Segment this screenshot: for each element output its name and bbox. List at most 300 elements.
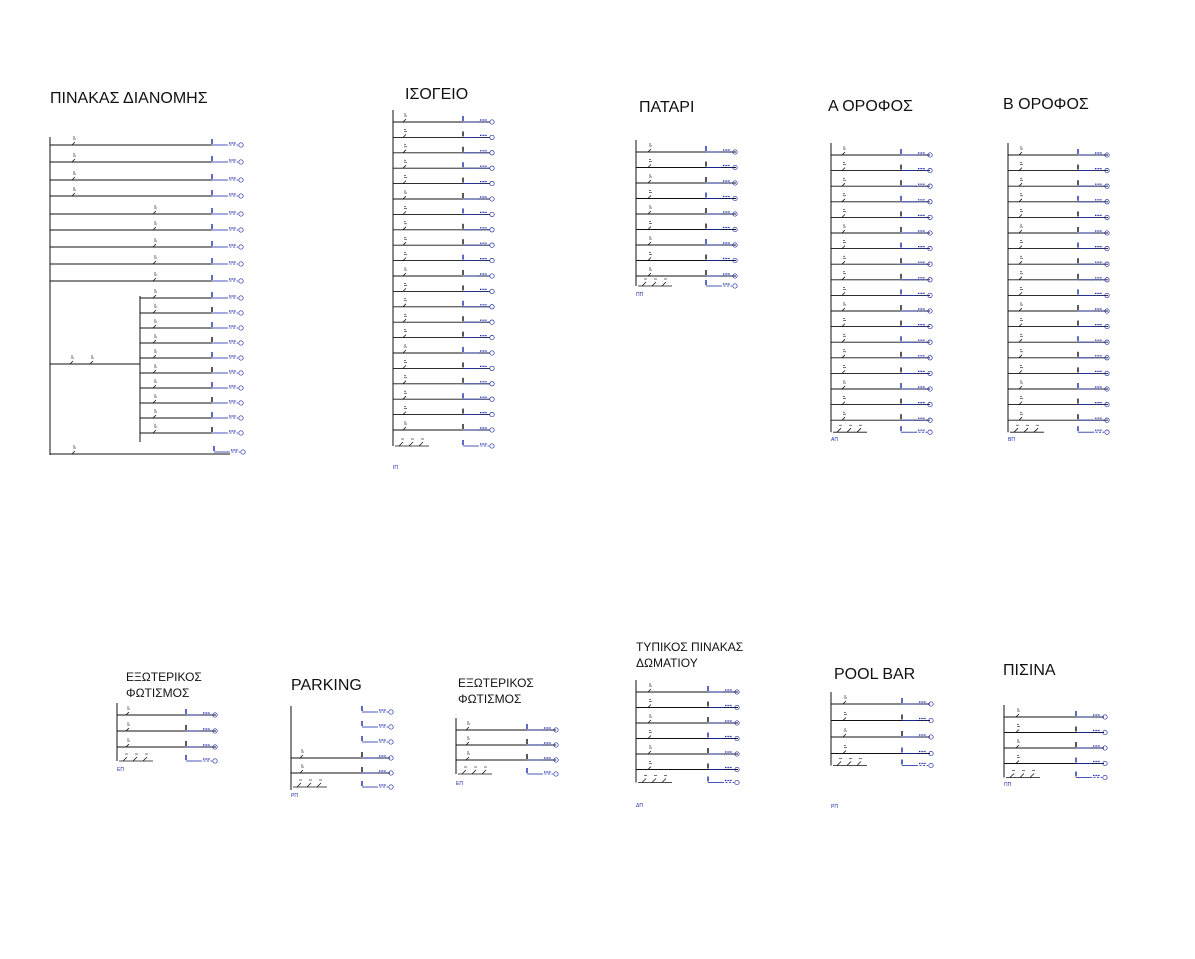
breaker-symbol — [648, 684, 652, 692]
load-terminal — [706, 208, 737, 216]
breaker-symbol — [70, 356, 74, 364]
main-switch-blade — [857, 428, 861, 432]
feeder-row — [50, 172, 243, 182]
load-circle — [239, 296, 243, 300]
circuit-row — [1004, 756, 1107, 766]
load-circle — [239, 371, 243, 375]
main-switch-blade — [1024, 428, 1028, 432]
load-terminal — [463, 424, 494, 432]
breaker-symbol — [126, 739, 130, 747]
breaker-symbol — [648, 700, 652, 708]
load-circle — [239, 356, 243, 360]
breaker-symbol — [842, 163, 846, 171]
main-switch-blade — [462, 770, 466, 774]
circuit-row — [831, 287, 932, 297]
circuit-row — [831, 696, 933, 706]
load-terminal — [527, 739, 558, 747]
main-switch-blade — [642, 282, 646, 286]
load-terminal — [901, 352, 932, 360]
ref-tag-parking: ΡΠ — [291, 793, 298, 799]
load-terminal — [708, 764, 739, 772]
load-terminal — [901, 196, 932, 204]
breaker-symbol — [648, 268, 652, 276]
load-terminal — [901, 414, 932, 422]
breaker-symbol — [648, 144, 652, 152]
sub-feeder-row — [140, 350, 243, 360]
load-terminal — [901, 211, 932, 219]
load-terminal — [527, 754, 558, 762]
load-terminal — [901, 367, 932, 375]
title-line-2: ΦΩΤΙΣΜΟΣ — [126, 685, 190, 700]
breaker-symbol — [72, 188, 76, 196]
circuit-row — [1008, 412, 1109, 422]
load-terminal — [186, 709, 217, 717]
sub-feeder-row — [140, 425, 243, 435]
load-circle — [490, 274, 494, 278]
circuit-row — [393, 314, 494, 324]
load-terminal — [1078, 196, 1109, 204]
feeder-row — [50, 206, 243, 216]
breaker-symbol — [300, 765, 304, 773]
load-terminal — [214, 446, 245, 454]
circuit-row — [636, 268, 737, 278]
circuit-row — [831, 272, 932, 282]
load-terminal — [212, 337, 243, 345]
title-line-2: ΦΩΤΙΣΜΟΣ — [458, 691, 522, 706]
load-terminal — [901, 180, 932, 188]
breaker-symbol — [403, 376, 407, 384]
breaker-symbol — [153, 222, 157, 230]
load-terminal — [901, 149, 932, 157]
breaker-symbol — [843, 746, 847, 754]
sub-feeder-row — [140, 305, 243, 315]
title-mezzanine: ΠΑΤΑΡΙ — [639, 99, 695, 116]
load-terminal — [362, 706, 393, 714]
circuit-row — [831, 713, 933, 723]
load-terminal — [463, 440, 494, 448]
title-line-1: ΤΥΠΙΚΟΣ ΠΙΝΑΚΑΣ — [636, 640, 744, 654]
circuit-row — [1008, 209, 1109, 219]
circuit-row — [831, 746, 933, 756]
breaker-symbol — [126, 707, 130, 715]
load-circle — [239, 160, 243, 164]
load-terminal — [902, 760, 933, 768]
breaker-symbol — [403, 345, 407, 353]
breaker-symbol — [842, 303, 846, 311]
load-terminal — [1078, 211, 1109, 219]
load-terminal — [706, 224, 737, 232]
load-circle — [1105, 430, 1109, 434]
sub-feeder-row — [140, 380, 243, 390]
load-circle — [490, 212, 494, 216]
breaker-symbol — [153, 335, 157, 343]
load-terminal — [706, 146, 737, 154]
breaker-symbol — [842, 209, 846, 217]
main-switch-blade — [1030, 774, 1034, 778]
feeder-row — [50, 239, 243, 249]
circuit-row — [117, 739, 217, 749]
circuit-row — [1008, 381, 1109, 391]
load-circle — [239, 386, 243, 390]
load-terminal — [212, 275, 243, 283]
main-switch-symbols — [833, 425, 867, 432]
circuit-row — [636, 222, 737, 232]
main-switch-symbols — [119, 754, 153, 761]
circuit-row — [393, 253, 494, 263]
circuit-row — [456, 752, 558, 762]
circuit-row — [1004, 740, 1107, 750]
load-circle — [490, 151, 494, 155]
load-terminal — [901, 258, 932, 266]
breaker-symbol — [842, 225, 846, 233]
breaker-symbol — [648, 222, 652, 230]
breaker-symbol — [1016, 756, 1020, 764]
typical-room-diagram — [636, 680, 739, 785]
load-terminal — [708, 717, 739, 725]
circuit-row — [1008, 397, 1109, 407]
breaker-symbol — [842, 381, 846, 389]
sub-feeder-row — [140, 410, 243, 420]
load-circle — [1103, 775, 1107, 779]
breaker-symbol — [153, 239, 157, 247]
load-circle — [239, 228, 243, 232]
feeder-row — [50, 137, 243, 147]
circuit-row — [393, 191, 494, 201]
load-terminal — [1078, 227, 1109, 235]
breaker-symbol — [1019, 303, 1023, 311]
load-circle — [239, 212, 243, 216]
circuit-row — [393, 206, 494, 216]
load-terminal — [901, 165, 932, 173]
load-terminal — [1078, 426, 1109, 434]
circuit-row — [636, 206, 737, 216]
load-terminal — [706, 239, 737, 247]
load-terminal — [362, 736, 393, 744]
ref-tag-exterior-1: ΕΠ — [117, 767, 124, 773]
main-switch-symbols — [833, 759, 867, 766]
breaker-symbol — [1019, 272, 1023, 280]
breaker-symbol — [403, 222, 407, 230]
breaker-symbol — [1019, 194, 1023, 202]
circuit-row — [1008, 225, 1109, 235]
load-circle — [490, 228, 494, 232]
circuit-row — [1008, 287, 1109, 297]
circuit-row — [636, 746, 739, 756]
load-terminal — [708, 748, 739, 756]
breaker-symbol — [648, 731, 652, 739]
mezzanine-diagram — [636, 140, 737, 288]
breaker-symbol — [648, 762, 652, 770]
breaker-symbol — [403, 191, 407, 199]
load-terminal — [186, 741, 217, 749]
load-circle — [490, 166, 494, 170]
breaker-symbol — [842, 194, 846, 202]
breaker-symbol — [403, 176, 407, 184]
main-switch-blade — [642, 779, 646, 783]
circuit-row — [831, 178, 932, 188]
main-switch-symbols — [638, 279, 672, 286]
load-circle — [490, 135, 494, 139]
circuit-row — [117, 707, 217, 717]
circuit-row — [831, 334, 932, 344]
breaker-symbol — [648, 191, 652, 199]
title-pool: ΠΙΣΙΝΑ — [1003, 662, 1056, 679]
breaker-symbol — [1019, 256, 1023, 264]
load-terminal — [463, 270, 494, 278]
circuit-row — [393, 422, 494, 432]
breaker-symbol — [842, 350, 846, 358]
breaker-symbol — [403, 129, 407, 137]
load-circle — [239, 326, 243, 330]
load-terminal — [706, 193, 737, 201]
circuit-row — [831, 194, 932, 204]
title-ground-floor: ΙΣΟΓΕΙΟ — [405, 86, 469, 103]
breaker-symbol — [1019, 225, 1023, 233]
main-switch-blade — [297, 783, 301, 787]
load-terminal — [706, 280, 737, 288]
breaker-symbol — [403, 330, 407, 338]
load-terminal — [463, 362, 494, 370]
breaker-symbol — [648, 253, 652, 261]
load-circle — [239, 194, 243, 198]
title-floor-b: Β ΟΡΟΦΟΣ — [1003, 96, 1089, 113]
circuit-row — [393, 391, 494, 401]
load-terminal — [362, 752, 393, 760]
breaker-symbol — [1019, 147, 1023, 155]
load-circle — [490, 305, 494, 309]
load-terminal — [1076, 758, 1107, 766]
main-switch-blade — [317, 783, 321, 787]
circuit-row — [831, 241, 932, 251]
load-terminal — [708, 777, 739, 785]
breaker-symbol — [403, 283, 407, 291]
breaker-symbol — [126, 723, 130, 731]
load-terminal — [463, 409, 494, 417]
breaker-symbol — [72, 154, 76, 162]
load-circle — [213, 759, 217, 763]
circuit-row — [636, 700, 739, 710]
load-circle — [490, 243, 494, 247]
title-parking: PARKING — [291, 677, 362, 694]
load-terminal — [212, 258, 243, 266]
load-circle — [929, 763, 933, 767]
sub-feeder-row — [140, 320, 243, 330]
load-terminal — [212, 307, 243, 315]
circuit-row — [1008, 334, 1109, 344]
breaker-symbol — [72, 446, 76, 454]
breaker-symbol — [648, 175, 652, 183]
load-terminal — [212, 352, 243, 360]
breaker-symbol — [842, 147, 846, 155]
feeder-row — [50, 154, 243, 164]
load-terminal — [463, 178, 494, 186]
breaker-symbol — [153, 350, 157, 358]
main-switch-symbols — [1010, 425, 1044, 432]
breaker-symbol — [1019, 319, 1023, 327]
load-terminal — [212, 412, 243, 420]
sub-feeder-row — [140, 365, 243, 375]
ref-tag-exterior-2: ΕΠ — [456, 781, 463, 787]
load-terminal — [1078, 414, 1109, 422]
load-terminal — [362, 767, 393, 775]
breaker-symbol — [842, 334, 846, 342]
main-switch-blade — [652, 282, 656, 286]
breaker-symbol — [153, 273, 157, 281]
main-switch-blade — [409, 442, 413, 446]
load-terminal — [901, 383, 932, 391]
load-circle — [490, 382, 494, 386]
distribution-panel-diagram — [50, 137, 245, 455]
circuit-row — [636, 253, 737, 263]
main-switch-blade — [837, 428, 841, 432]
circuit-row — [393, 176, 494, 186]
load-terminal — [1076, 772, 1107, 780]
breaker-symbol — [403, 237, 407, 245]
breaker-symbol — [1019, 287, 1023, 295]
title-floor-a: Α ΟΡΟΦΟΣ — [828, 98, 913, 115]
load-terminal — [1078, 165, 1109, 173]
main-switch-blade — [123, 757, 127, 761]
breaker-symbol — [1019, 334, 1023, 342]
circuit-row — [831, 303, 932, 313]
circuit-row — [636, 762, 739, 772]
circuit-row — [831, 729, 933, 739]
circuit-row — [636, 237, 737, 247]
load-terminal — [901, 336, 932, 344]
main-switch-blade — [847, 428, 851, 432]
load-terminal — [902, 731, 933, 739]
load-terminal — [463, 347, 494, 355]
sub-feeder-row — [140, 395, 243, 405]
main-switch-blade — [662, 282, 666, 286]
breaker-symbol — [842, 256, 846, 264]
breaker-symbol — [403, 407, 407, 415]
load-terminal — [212, 241, 243, 249]
load-circle — [239, 431, 243, 435]
circuit-row — [393, 360, 494, 370]
ground-floor-diagram — [393, 110, 494, 448]
circuit-row — [1004, 709, 1107, 719]
load-circle — [490, 335, 494, 339]
load-circle — [490, 366, 494, 370]
circuit-row — [393, 299, 494, 309]
load-circle — [490, 397, 494, 401]
load-terminal — [1076, 742, 1107, 750]
breaker-symbol — [648, 746, 652, 754]
load-terminal — [212, 397, 243, 405]
pool-bar-diagram — [831, 692, 933, 768]
load-terminal — [186, 755, 217, 763]
breaker-symbol — [153, 290, 157, 298]
load-circle — [239, 416, 243, 420]
exterior-lighting-1-diagram — [117, 703, 217, 763]
breaker-symbol — [648, 160, 652, 168]
load-circle — [239, 262, 243, 266]
breaker-symbol — [1019, 241, 1023, 249]
main-switch-blade — [837, 762, 841, 766]
breaker-symbol — [403, 206, 407, 214]
pool-diagram — [1004, 705, 1107, 780]
load-circle — [490, 181, 494, 185]
title-line-1: ΕΞΩΤΕΡΙΚΟΣ — [458, 676, 534, 690]
load-terminal — [902, 698, 933, 706]
breaker-symbol — [403, 160, 407, 168]
feeder-row — [50, 188, 243, 198]
ref-tag-pool: ΠΠ — [1004, 782, 1012, 788]
load-circle — [389, 740, 393, 744]
circuit-row — [1004, 725, 1107, 735]
breaker-symbol — [403, 422, 407, 430]
main-switch-blade — [419, 442, 423, 446]
main-switch-blade — [1010, 774, 1014, 778]
main-switch-symbols — [293, 780, 327, 787]
ref-tag-ground: ΙΠ — [393, 465, 398, 471]
breaker-symbol — [153, 410, 157, 418]
circuit-row — [831, 319, 932, 329]
circuit-row — [636, 715, 739, 725]
circuit-row — [636, 191, 737, 201]
breaker-symbol — [843, 729, 847, 737]
breaker-symbol — [153, 320, 157, 328]
main-switch-blade — [1014, 428, 1018, 432]
load-terminal — [1078, 367, 1109, 375]
sub-feeder-row — [140, 335, 243, 345]
circuit-row — [393, 330, 494, 340]
circuit-row — [393, 160, 494, 170]
main-switch-blade — [143, 757, 147, 761]
circuit-row — [393, 129, 494, 139]
load-terminal — [212, 292, 243, 300]
main-switch-symbols — [1006, 771, 1040, 778]
load-terminal — [1076, 727, 1107, 735]
load-terminal — [902, 748, 933, 756]
load-circle — [490, 351, 494, 355]
breaker-symbol — [648, 715, 652, 723]
ref-tag-floor-a: ΑΠ — [831, 437, 838, 443]
circuit-row — [393, 376, 494, 386]
load-terminal — [212, 322, 243, 330]
load-terminal — [463, 239, 494, 247]
load-terminal — [463, 285, 494, 293]
circuit-row — [393, 283, 494, 293]
main-switch-blade — [652, 779, 656, 783]
load-terminal — [1078, 243, 1109, 251]
title-line-2: ΔΩΜΑΤΙΟΥ — [636, 655, 698, 670]
main-switch-symbols — [638, 776, 672, 783]
main-switch-blade — [1034, 428, 1038, 432]
load-terminal — [212, 156, 243, 164]
breaker-symbol — [1019, 350, 1023, 358]
breaker-symbol — [648, 206, 652, 214]
breaker-symbol — [403, 314, 407, 322]
circuit-row — [393, 237, 494, 247]
main-switch-blade — [857, 762, 861, 766]
circuit-row — [1008, 163, 1109, 173]
load-circle — [490, 428, 494, 432]
breaker-symbol — [842, 397, 846, 405]
load-terminal — [362, 721, 393, 729]
circuit-row — [393, 222, 494, 232]
load-terminal — [901, 289, 932, 297]
circuit-row — [831, 225, 932, 235]
main-switch-symbols — [458, 767, 492, 774]
main-switch-blade — [307, 783, 311, 787]
circuit-row — [831, 412, 932, 422]
breaker-symbol — [90, 356, 94, 364]
load-terminal — [708, 686, 739, 694]
breaker-symbol — [842, 241, 846, 249]
load-circle — [239, 178, 243, 182]
